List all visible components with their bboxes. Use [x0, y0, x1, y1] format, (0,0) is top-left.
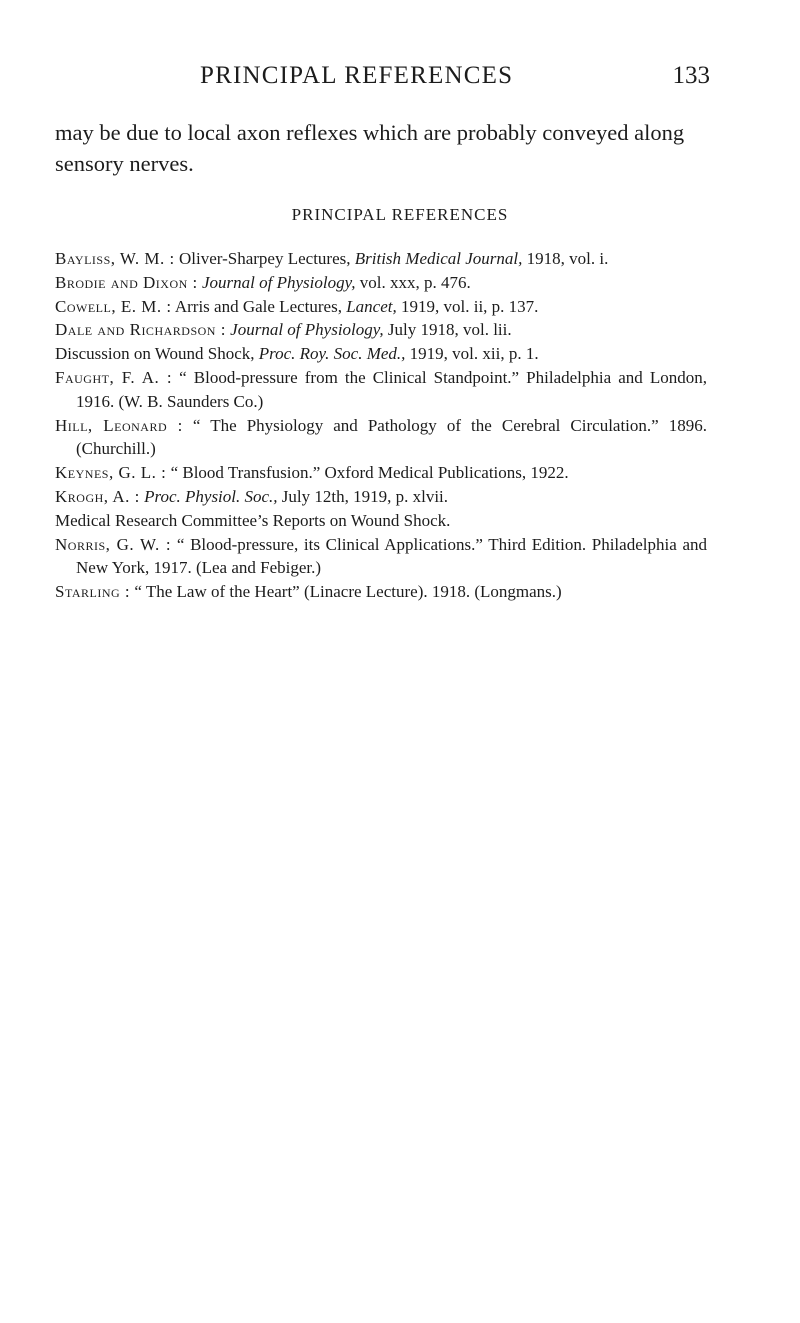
section-heading: PRINCIPAL REFERENCES	[291, 205, 509, 224]
reference-entry	[55, 318, 707, 342]
reference-author: Dale and Richardson :	[55, 320, 226, 340]
reference-entry	[55, 295, 707, 319]
reference-author: Faught, F. A. :	[55, 367, 173, 387]
reference-author: Bayliss, W. M. :	[55, 249, 175, 268]
reference-details: 1918, vol. i.	[522, 249, 609, 268]
reference-details: July 12th, 1919, p. xlvii.	[277, 486, 449, 506]
reference-journal: British Medical Journal,	[354, 249, 523, 268]
reference-entry	[55, 414, 707, 462]
reference-entry	[55, 485, 707, 509]
reference-details: vol. xxx, p. 476.	[355, 272, 471, 292]
reference-entry	[55, 366, 707, 414]
reference-author: Brodie and Dixon :	[55, 272, 198, 292]
reference-details: July 1918, vol. lii.	[383, 320, 512, 340]
reference-journal: Journal of Physiology,	[202, 272, 356, 292]
reference-text: Medical Research Committee’s Reports on Wound Shock.	[55, 510, 451, 530]
reference-author: Norris, G. W. :	[55, 534, 172, 554]
page-number: 133	[672, 62, 710, 89]
reference-text: “ Blood Transfusion.” Oxford Medical Publications, 1922.	[166, 463, 569, 483]
reference-list	[55, 247, 707, 604]
reference-author: Starling :	[55, 582, 131, 602]
reference-author: Hill, Leonard :	[55, 415, 183, 435]
reference-text: Oliver-Sharpey Lectures,	[174, 249, 355, 268]
reference-text: “ Blood-pressure, its Clinical Applications.” Third Edition. Philadelphia and New York, 1917. (Lea and Febiger.)	[76, 534, 707, 578]
reference-text: “ The Law of the Heart” (Linacre Lecture). 1918. (Longmans.)	[130, 582, 562, 602]
reference-entry	[55, 247, 707, 271]
reference-journal: Lancet,	[346, 296, 397, 316]
reference-text: Arris and Gale Lectures,	[171, 296, 347, 316]
reference-text: Discussion on Wound Shock,	[55, 344, 259, 364]
reference-entry	[55, 509, 707, 533]
reference-journal: Journal of Physiology,	[230, 320, 384, 340]
running-title: PRINCIPAL REFERENCES	[200, 62, 514, 89]
reference-text: “ The Physiology and Pathology of the Cerebral Circulation.” 1896. (Churchill.)	[76, 415, 708, 459]
reference-entry	[55, 342, 707, 366]
reference-author: Keynes, G. L. :	[55, 463, 167, 483]
reference-entry	[55, 533, 707, 581]
reference-journal: Proc. Roy. Soc. Med.,	[258, 344, 406, 364]
reference-details: 1919, vol. ii, p. 137.	[396, 296, 539, 316]
reference-entry	[55, 461, 707, 485]
body-paragraph: may be due to local axon reflexes which are probably conveyed along sensory nerves.	[55, 120, 685, 176]
reference-author: Cowell, E. M. :	[55, 296, 172, 316]
reference-journal: Proc. Physiol. Soc.,	[144, 486, 278, 506]
running-head	[110, 62, 710, 102]
reference-entry	[55, 271, 707, 295]
reference-text: “ Blood-pressure from the Clinical Standpoint.” Philadelphia and London, 1916. (W. B. Saunders Co.)	[76, 367, 707, 411]
reference-entry	[55, 580, 707, 604]
reference-details: 1919, vol. xii, p. 1.	[405, 344, 539, 364]
reference-author: Krogh, A. :	[55, 486, 140, 506]
